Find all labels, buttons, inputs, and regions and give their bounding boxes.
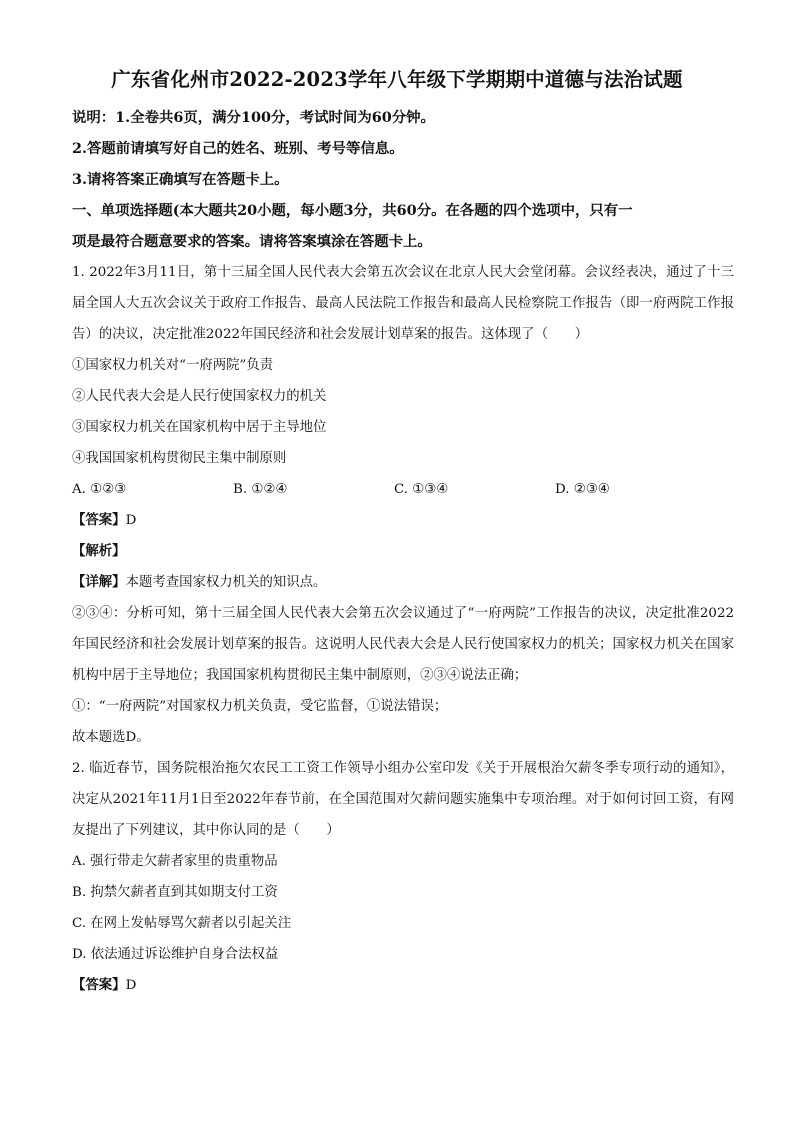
question-1-options	[72, 474, 734, 505]
question-1-stem: 1. 2022年3月11日，第十三届全国人民代表大会第五次会议在北京人民大会堂闭幕。会议经表决，通过了十三届全国人大五次会议关于政府工作报告、最高人民法院工作报告和最高人民检察院工作报告（即一府两院工作报告）的决议，决定批准2022年国民经济和社会发展计划草案的报告。这体现了（ ）	[72, 265, 734, 342]
instruction-line: 2.答题前请填写好自己的姓名、班别、考号等信息。	[72, 140, 404, 157]
answer-tag: 【答案】	[72, 512, 126, 528]
explanation: ①：“一府两院”对国家权力机关负责，受它监督，①说法错误；	[72, 699, 448, 714]
option-b: B. 拘禁欠薪者直到其如期支付工资	[72, 885, 278, 900]
detail-line	[72, 567, 734, 598]
page-title: 广东省化州市2022-2023学年八年级下学期期中道德与法治试题	[111, 68, 683, 91]
option-a: A. 强行带走欠薪者家里的贵重物品	[72, 854, 278, 869]
question-1-answer	[72, 505, 734, 536]
conclusion: 故本题选D。	[72, 730, 150, 745]
answer-tag: 【答案】	[72, 977, 126, 993]
explanation: ②③④：分析可知，第十三届全国人民代表大会第五次会议通过了“一府两院”工作报告的决议，决定批准2022年国民经济和社会发展计划草案的报告。这说明人民代表大会是人民行使国家权力的机关；国家权力机关在国家机构中居于主导地位；我国国家机构贯彻民主集中制原则，②③④说法正确；	[72, 606, 734, 683]
question-2-answer	[72, 970, 734, 1001]
statement: ②人民代表大会是人民行使国家权力的机关	[72, 389, 327, 404]
question-2-stem: 2. 临近春节，国务院根治拖欠农民工工资工作领导小组办公室印发《关于开展根治欠薪冬季专项行动的通知》，决定从2021年11月1日至2022年春节前，在全国范围对欠薪问题实施集中专项治理。对于如何讨回工资，有网友提出了下列建议，其中你认同的是（ ）	[72, 761, 734, 838]
detail-text: 本题考查国家权力机关的知识点。	[125, 575, 327, 590]
detail-tag: 【详解】	[72, 574, 126, 590]
instruction-line: 说明：1.全卷共6页，满分100分，考试时间为60分钟。	[72, 109, 435, 126]
instruction-line: 3.请将答案正确填写在答题卡上。	[72, 171, 289, 188]
section-heading: 一、单项选择题(本大题共20小题，每小题3分，共60分。在各题的四个选项中，只有一	[72, 202, 633, 219]
option-b: B. ①②④	[233, 482, 288, 497]
statement: ③国家权力机关在国家机构中居于主导地位	[72, 420, 327, 435]
statement: ①国家权力机关对“一府两院”负责	[72, 358, 274, 373]
option-d: D. ②③④	[555, 482, 610, 497]
option-c: C. 在网上发帖辱骂欠薪者以引起关注	[72, 916, 292, 931]
option-d: D. 依法通过诉讼维护自身合法权益	[72, 947, 279, 962]
option-c: C. ①③④	[394, 482, 449, 497]
answer-value: D	[125, 978, 137, 993]
section-heading: 项是最符合题意要求的答案。请将答案填涂在答题卡上。	[72, 233, 432, 250]
option-a: A. ①②③	[72, 482, 127, 497]
analysis-tag: 【解析】	[72, 543, 126, 559]
statement: ④我国国家机构贯彻民主集中制原则	[72, 451, 287, 466]
answer-value: D	[125, 513, 137, 528]
